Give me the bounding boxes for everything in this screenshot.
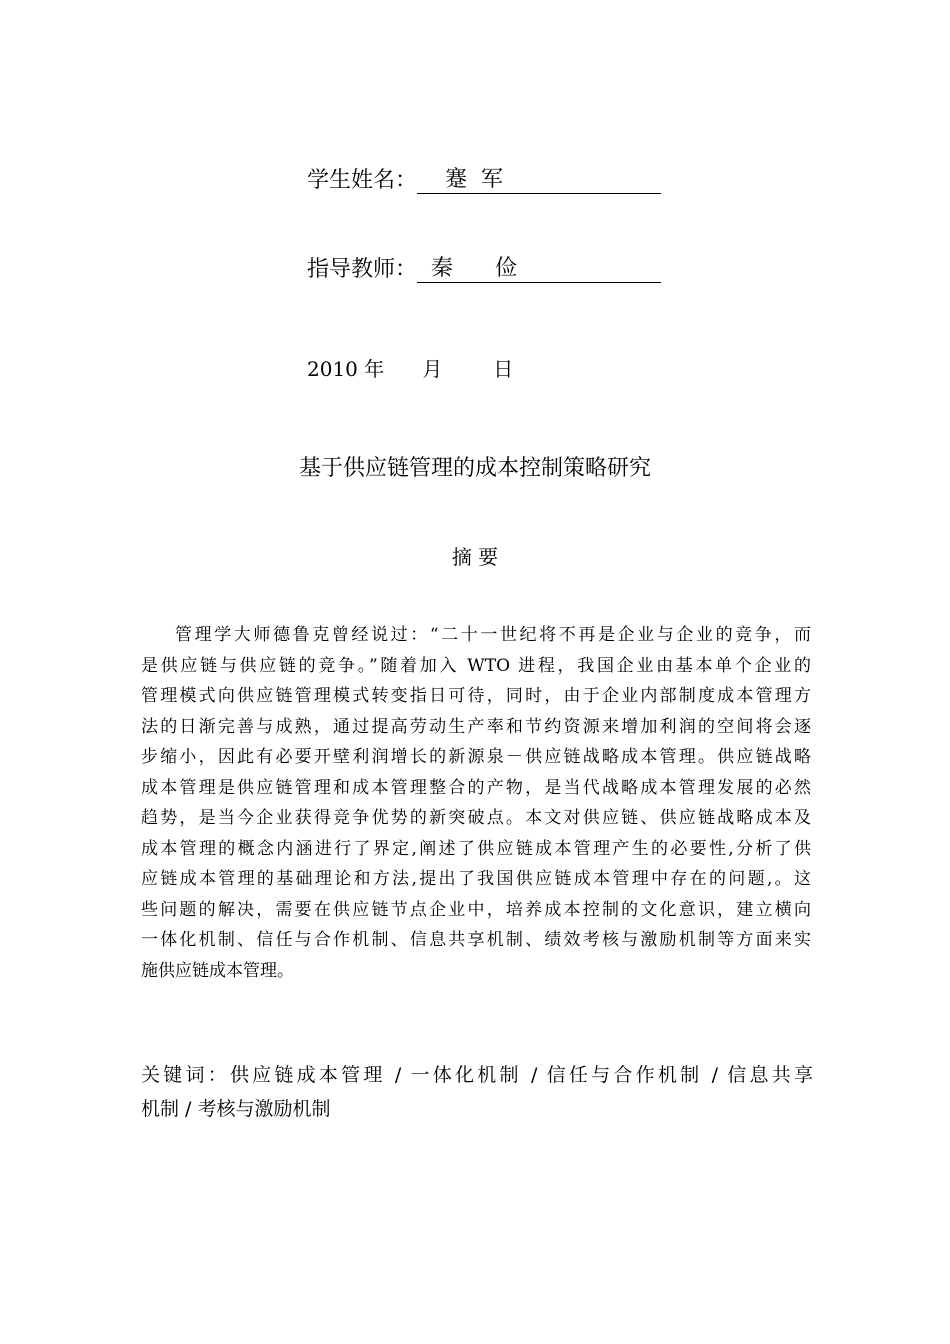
student-name-label: 学生姓名： bbox=[307, 168, 418, 193]
paper-title: 基于供应链管理的成本控制策略研究 bbox=[298, 456, 651, 481]
abstract-line: 成本管理是供应链管理和成本管理整合的产物，是当代战略成本管理发展的必然 bbox=[141, 777, 811, 798]
abstract-heading: 摘 要 bbox=[451, 545, 499, 569]
keywords-line: 关键词：供应链成本管理 / 一体化机制 / 信任与合作机制 / 信息共享 bbox=[141, 1064, 813, 1086]
advisor-row bbox=[307, 247, 661, 283]
abstract-line: 趋势，是当今企业获得竞争优势的新突破点。本文对供应链、供应链战略成本及 bbox=[141, 808, 811, 828]
abstract-line: 些问题的解决，需要在供应链节点企业中，培养成本控制的文化意识，建立横向 bbox=[141, 899, 811, 920]
keywords-line: 机制 / 考核与激励机制 bbox=[141, 1098, 331, 1120]
student-name-row bbox=[307, 158, 661, 194]
date-line: 2010 年 月 日 bbox=[307, 357, 514, 381]
advisor-label: 指导教师： bbox=[307, 257, 418, 282]
abstract-line: 管理模式向供应链管理模式转变指日可待，同时，由于企业内部制度成本管理方 bbox=[141, 686, 811, 706]
abstract-line: 一体化机制、信任与合作机制、信息共享机制、绩效考核与激励机制等方面来实 bbox=[141, 930, 811, 950]
abstract-line: 是供应链与供应链的竞争。”随着加入 WTO 进程，我国企业由基本单个企业的 bbox=[141, 655, 811, 676]
abstract-line: 步缩小，因此有必要开壁利润增长的新源泉－供应链战略成本管理。供应链战略 bbox=[141, 747, 811, 767]
abstract-line: 应链成本管理的基础理论和方法,提出了我国供应链成本管理中存在的问题,。这 bbox=[141, 869, 811, 889]
student-name-value: 蹇 军 bbox=[417, 167, 661, 194]
abstract-body bbox=[141, 620, 811, 986]
abstract-line: 成本管理的概念内涵进行了界定,阐述了供应链成本管理产生的必要性,分析了供 bbox=[141, 838, 811, 859]
abstract-line: 法的日渐完善与成熟，通过提高劳动生产率和节约资源来增加利润的空间将会逐 bbox=[141, 716, 811, 737]
keywords bbox=[141, 1058, 813, 1126]
abstract-line: 管理学大师德鲁克曾经说过：“二十一世纪将不再是企业与企业的竞争，而 bbox=[175, 625, 811, 645]
advisor-value: 秦 俭 bbox=[417, 256, 661, 283]
abstract-line: 施供应链成本管理。 bbox=[141, 960, 294, 981]
